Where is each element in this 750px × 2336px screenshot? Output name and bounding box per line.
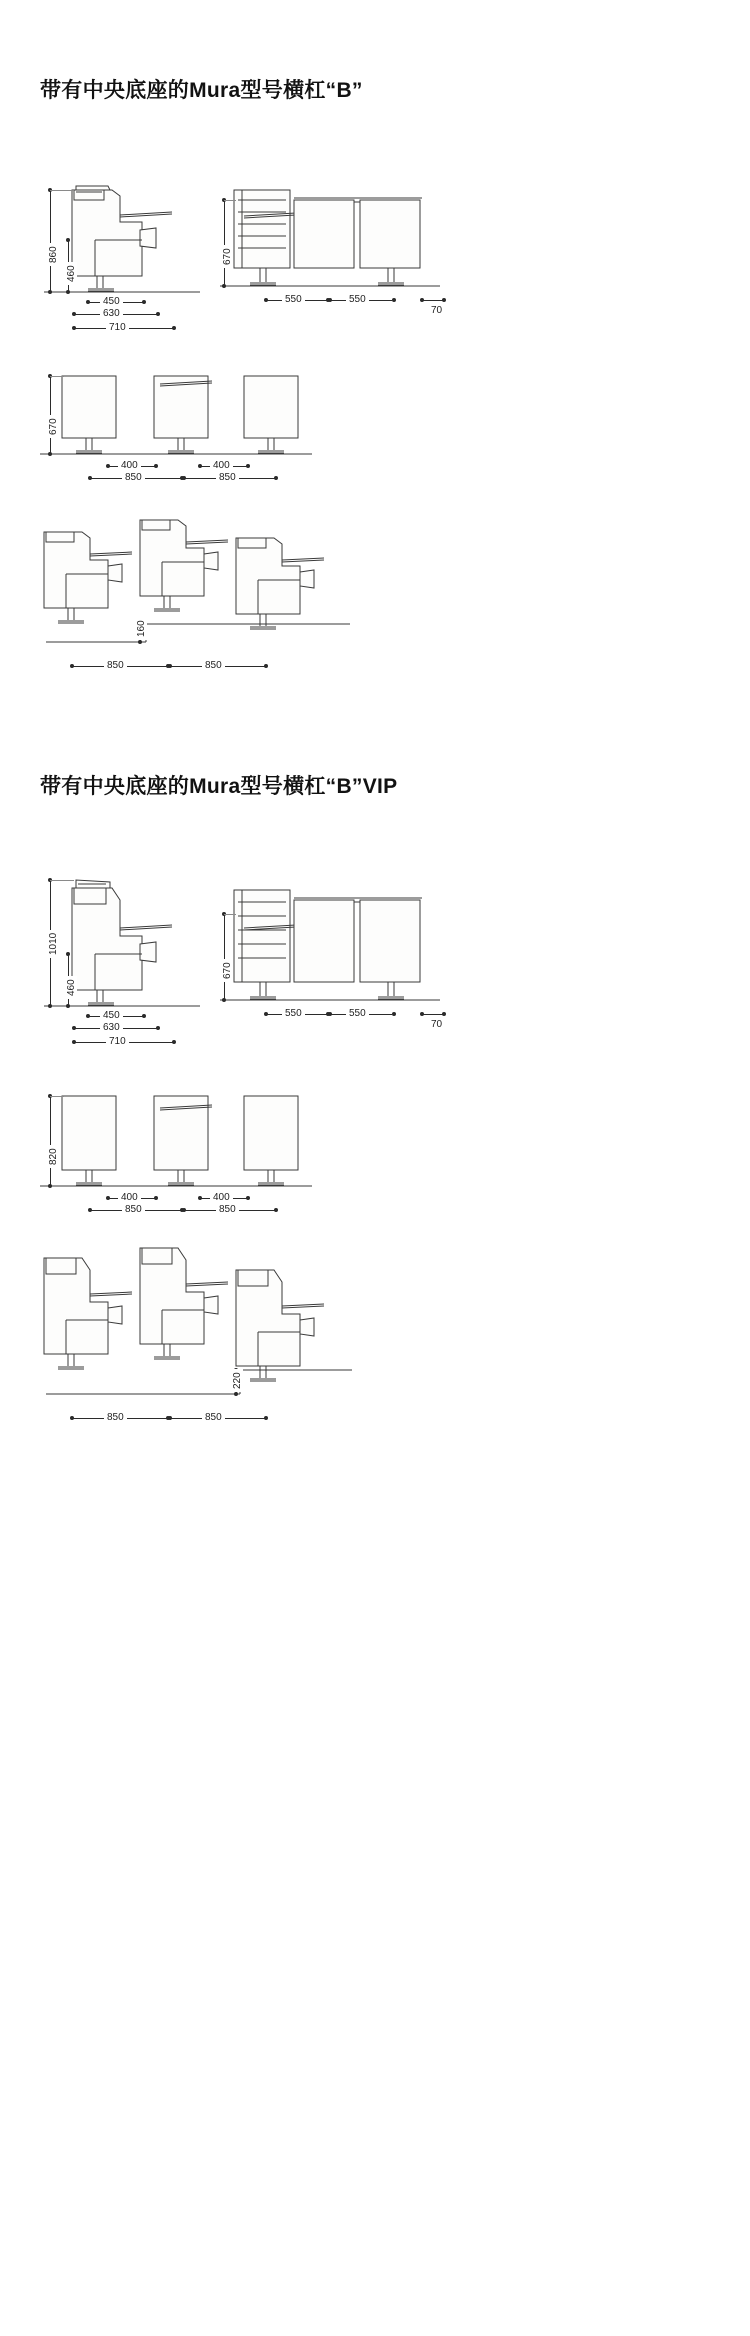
dim-860: 860 (48, 243, 59, 266)
dim-450: 450 (100, 296, 123, 307)
dim-400-b: 400 (210, 460, 233, 471)
dim-70-vip: 70 (428, 1019, 445, 1030)
dim-670-row: 670 (48, 415, 59, 438)
mura-b-vip-row-elevation (0, 1060, 320, 1240)
dim-850-vip-b: 850 (216, 1204, 239, 1215)
dim-850-vip-tier-b: 850 (202, 1412, 225, 1423)
section-title-mura-b: 带有中央底座的Mura型号横杠“B” (40, 79, 363, 102)
mura-b-tiered-section (0, 490, 400, 720)
dim-220: 220 (232, 1369, 243, 1392)
dim-850-b: 850 (216, 472, 239, 483)
mura-b-vip-tiered-section (0, 1230, 400, 1490)
dim-160: 160 (136, 617, 147, 640)
dim-400-vip-a: 400 (118, 1192, 141, 1203)
dim-550-b: 550 (346, 294, 369, 305)
dim-460-vip: 460 (66, 976, 77, 999)
mura-b-vip-front-elevation (210, 690, 510, 1070)
dim-850-vip-tier-a: 850 (104, 1412, 127, 1423)
dim-710: 710 (106, 322, 129, 333)
dim-850-tier-a: 850 (104, 660, 127, 671)
section-title-mura-b-vip: 带有中央底座的Mura型号横杠“B”VIP (40, 775, 398, 798)
dim-460: 460 (66, 262, 77, 285)
mura-b-row-elevation (0, 340, 320, 500)
dim-670: 670 (222, 245, 233, 268)
dim-710-vip: 710 (106, 1036, 129, 1047)
dim-630-vip: 630 (100, 1022, 123, 1033)
dim-550-vip-b: 550 (346, 1008, 369, 1019)
dim-850-vip-a: 850 (122, 1204, 145, 1215)
dim-550-vip-a: 550 (282, 1008, 305, 1019)
mura-b-front-elevation (210, 0, 510, 350)
dim-850-a: 850 (122, 472, 145, 483)
dim-850-tier-b: 850 (202, 660, 225, 671)
dim-630: 630 (100, 308, 123, 319)
dim-400-a: 400 (118, 460, 141, 471)
dim-70: 70 (428, 305, 445, 316)
dim-820: 820 (48, 1145, 59, 1168)
dim-670-vip: 670 (222, 959, 233, 982)
dim-450-vip: 450 (100, 1010, 123, 1021)
dim-550-a: 550 (282, 294, 305, 305)
dim-400-vip-b: 400 (210, 1192, 233, 1203)
dim-1010: 1010 (48, 930, 59, 958)
